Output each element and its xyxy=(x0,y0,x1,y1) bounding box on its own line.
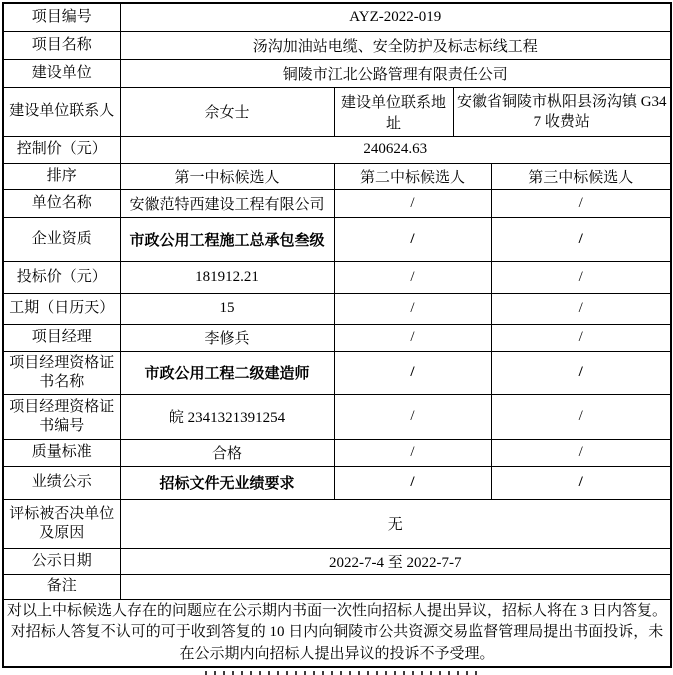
duration-c3: / xyxy=(491,293,671,324)
quality-c3: / xyxy=(491,439,671,466)
row-owner xyxy=(3,59,671,87)
quality-label: 质量标准 xyxy=(3,439,120,466)
row-contact xyxy=(3,87,671,136)
manager-c1: 李修兵 xyxy=(120,324,334,351)
bid-publicity-table xyxy=(2,2,672,668)
row-remark xyxy=(3,574,671,599)
row-publicity-date xyxy=(3,548,671,574)
performance-c1: 招标文件无业绩要求 xyxy=(120,466,334,499)
objection-notice-text: 对以上中标候选人存在的问题应在公示期内书面一次性向招标人提出异议，招标人将在 3 日内答复。对招标人答复不认可的可于收到答复的 10 日内向铜陵市公共资源交易监督管理局提出书面投诉，未在公示期内向招标人提出异议的投诉不予受理。 xyxy=(3,599,671,667)
row-control-price xyxy=(3,136,671,163)
rank-candidate-2: 第二中标候选人 xyxy=(334,163,491,189)
cert-name-c2: / xyxy=(334,351,491,394)
bid-price-c2: / xyxy=(334,261,491,293)
publicity-date-value: 2022-7-4 至 2022-7-7 xyxy=(120,548,671,574)
contact-addr-label: 建设单位联系地址 xyxy=(334,87,453,136)
project-name-value: 汤沟加油站电缆、安全防护及标志标线工程 xyxy=(120,31,671,59)
control-price-value: 240624.63 xyxy=(120,136,671,163)
row-project-name xyxy=(3,31,671,59)
row-cert-no xyxy=(3,394,671,439)
rank-candidate-3: 第三中标候选人 xyxy=(491,163,671,189)
performance-label: 业绩公示 xyxy=(3,466,120,499)
cert-no-c2: / xyxy=(334,394,491,439)
quality-c1: 合格 xyxy=(120,439,334,466)
bid-publicity-table-sheet xyxy=(2,2,672,668)
qualification-c3: / xyxy=(491,217,671,261)
row-manager xyxy=(3,324,671,351)
owner-label: 建设单位 xyxy=(3,59,120,87)
publicity-date-label: 公示日期 xyxy=(3,548,120,574)
row-quality xyxy=(3,439,671,466)
rejected-value: 无 xyxy=(120,499,671,548)
owner-value: 铜陵市江北公路管理有限责任公司 xyxy=(120,59,671,87)
rank-candidate-1: 第一中标候选人 xyxy=(120,163,334,189)
project-no-value: AYZ-2022-019 xyxy=(120,3,671,31)
contact-value: 佘女士 xyxy=(120,87,334,136)
project-no-label: 项目编号 xyxy=(3,3,120,31)
row-duration xyxy=(3,293,671,324)
manager-c3: / xyxy=(491,324,671,351)
bid-price-c3: / xyxy=(491,261,671,293)
row-performance xyxy=(3,466,671,499)
qualification-c1: 市政公用工程施工总承包叁级 xyxy=(120,217,334,261)
contact-addr-value: 安徽省铜陵市枞阳县汤沟镇 G347 收费站 xyxy=(453,87,671,136)
performance-c3: / xyxy=(491,466,671,499)
remark-value xyxy=(120,574,671,599)
cert-no-c3: / xyxy=(491,394,671,439)
row-rejected xyxy=(3,499,671,548)
duration-c2: / xyxy=(334,293,491,324)
cert-name-c3: / xyxy=(491,351,671,394)
cert-no-label: 项目经理资格证书编号 xyxy=(3,394,120,439)
cert-no-c1: 皖 2341321391254 xyxy=(120,394,334,439)
row-company xyxy=(3,189,671,217)
control-price-label: 控制价（元） xyxy=(3,136,120,163)
performance-c2: / xyxy=(334,466,491,499)
company-c3: / xyxy=(491,189,671,217)
bid-price-label: 投标价（元） xyxy=(3,261,120,293)
duration-c1: 15 xyxy=(120,293,334,324)
company-c2: / xyxy=(334,189,491,217)
remark-label: 备注 xyxy=(3,574,120,599)
quality-c2: / xyxy=(334,439,491,466)
qualification-c2: / xyxy=(334,217,491,261)
company-label: 单位名称 xyxy=(3,189,120,217)
row-bid-price xyxy=(3,261,671,293)
cut-off-text-strip xyxy=(205,671,480,675)
rejected-label: 评标被否决单位及原因 xyxy=(3,499,120,548)
duration-label: 工期（日历天） xyxy=(3,293,120,324)
contact-label: 建设单位联系人 xyxy=(3,87,120,136)
cert-name-c1: 市政公用工程二级建造师 xyxy=(120,351,334,394)
row-project-no xyxy=(3,3,671,31)
project-name-label: 项目名称 xyxy=(3,31,120,59)
row-objection-notice xyxy=(3,599,671,667)
row-rank-header xyxy=(3,163,671,189)
bid-price-c1: 181912.21 xyxy=(120,261,334,293)
manager-label: 项目经理 xyxy=(3,324,120,351)
row-qualification xyxy=(3,217,671,261)
rank-label: 排序 xyxy=(3,163,120,189)
row-cert-name xyxy=(3,351,671,394)
qualification-label: 企业资质 xyxy=(3,217,120,261)
manager-c2: / xyxy=(334,324,491,351)
company-c1: 安徽范特西建设工程有限公司 xyxy=(120,189,334,217)
cert-name-label: 项目经理资格证书名称 xyxy=(3,351,120,394)
